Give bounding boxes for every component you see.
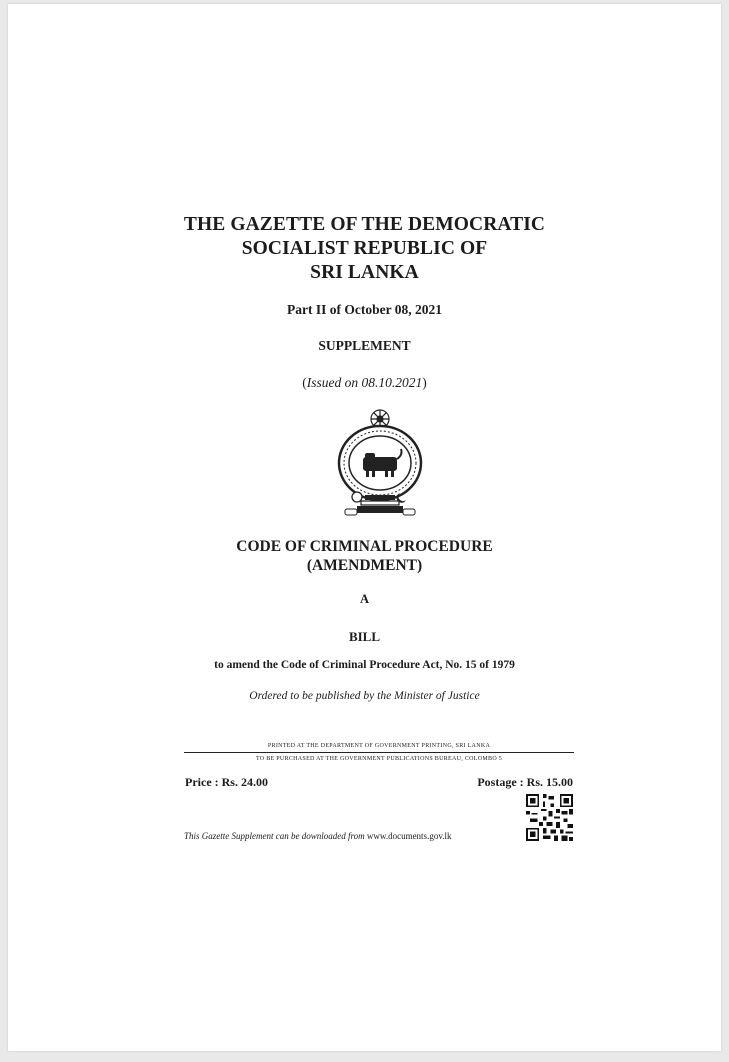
sri-lanka-national-emblem-icon bbox=[335, 405, 425, 519]
printed-notice: PRINTED AT THE DEPARTMENT OF GOVERNMENT PRINTING, SRI LANKA bbox=[267, 743, 491, 749]
download-note bbox=[184, 831, 451, 841]
gazette-page bbox=[8, 4, 721, 1051]
postage: Postage : Rs. 15.00 bbox=[477, 775, 573, 789]
bill-title-line-2: (AMENDMENT) bbox=[306, 557, 423, 574]
bill-purpose: to amend the Code of Criminal Procedure Act, No. 15 of 1979 bbox=[214, 659, 515, 671]
gazette-title-line-1: THE GAZETTE OF THE DEMOCRATIC bbox=[183, 214, 546, 235]
issued-open-paren: ( bbox=[302, 375, 307, 390]
qr-code-icon[interactable] bbox=[526, 794, 573, 841]
issued-date bbox=[8, 375, 721, 391]
download-note-text: This Gazette Supplement can be downloaded from bbox=[184, 831, 365, 841]
issued-close-paren: ) bbox=[422, 375, 427, 390]
bill-title-line-1: CODE OF CRIMINAL PROCEDURE bbox=[236, 538, 493, 555]
gazette-title bbox=[8, 213, 721, 285]
gazette-part: Part II of October 08, 2021 bbox=[287, 302, 442, 317]
bill-article: A bbox=[359, 592, 370, 606]
footer-divider bbox=[184, 752, 574, 753]
supplement-label: SUPPLEMENT bbox=[318, 338, 411, 353]
bill-title bbox=[8, 537, 721, 575]
gazette-title-line-3: SRI LANKA bbox=[310, 262, 419, 283]
price: Price : Rs. 24.00 bbox=[185, 775, 268, 789]
ordered-by: Ordered to be published by the Minister of Justice bbox=[249, 690, 480, 702]
purchase-notice: TO BE PURCHASED AT THE GOVERNMENT PUBLICATIONS BUREAU, COLOMBO 5 bbox=[255, 756, 503, 762]
gazette-title-line-2: SOCIALIST REPUBLIC OF bbox=[241, 238, 488, 259]
issued-text: Issued on 08.10.2021 bbox=[306, 375, 423, 390]
bill-label: BILL bbox=[348, 629, 381, 644]
download-link[interactable]: www.documents.gov.lk bbox=[366, 831, 452, 841]
